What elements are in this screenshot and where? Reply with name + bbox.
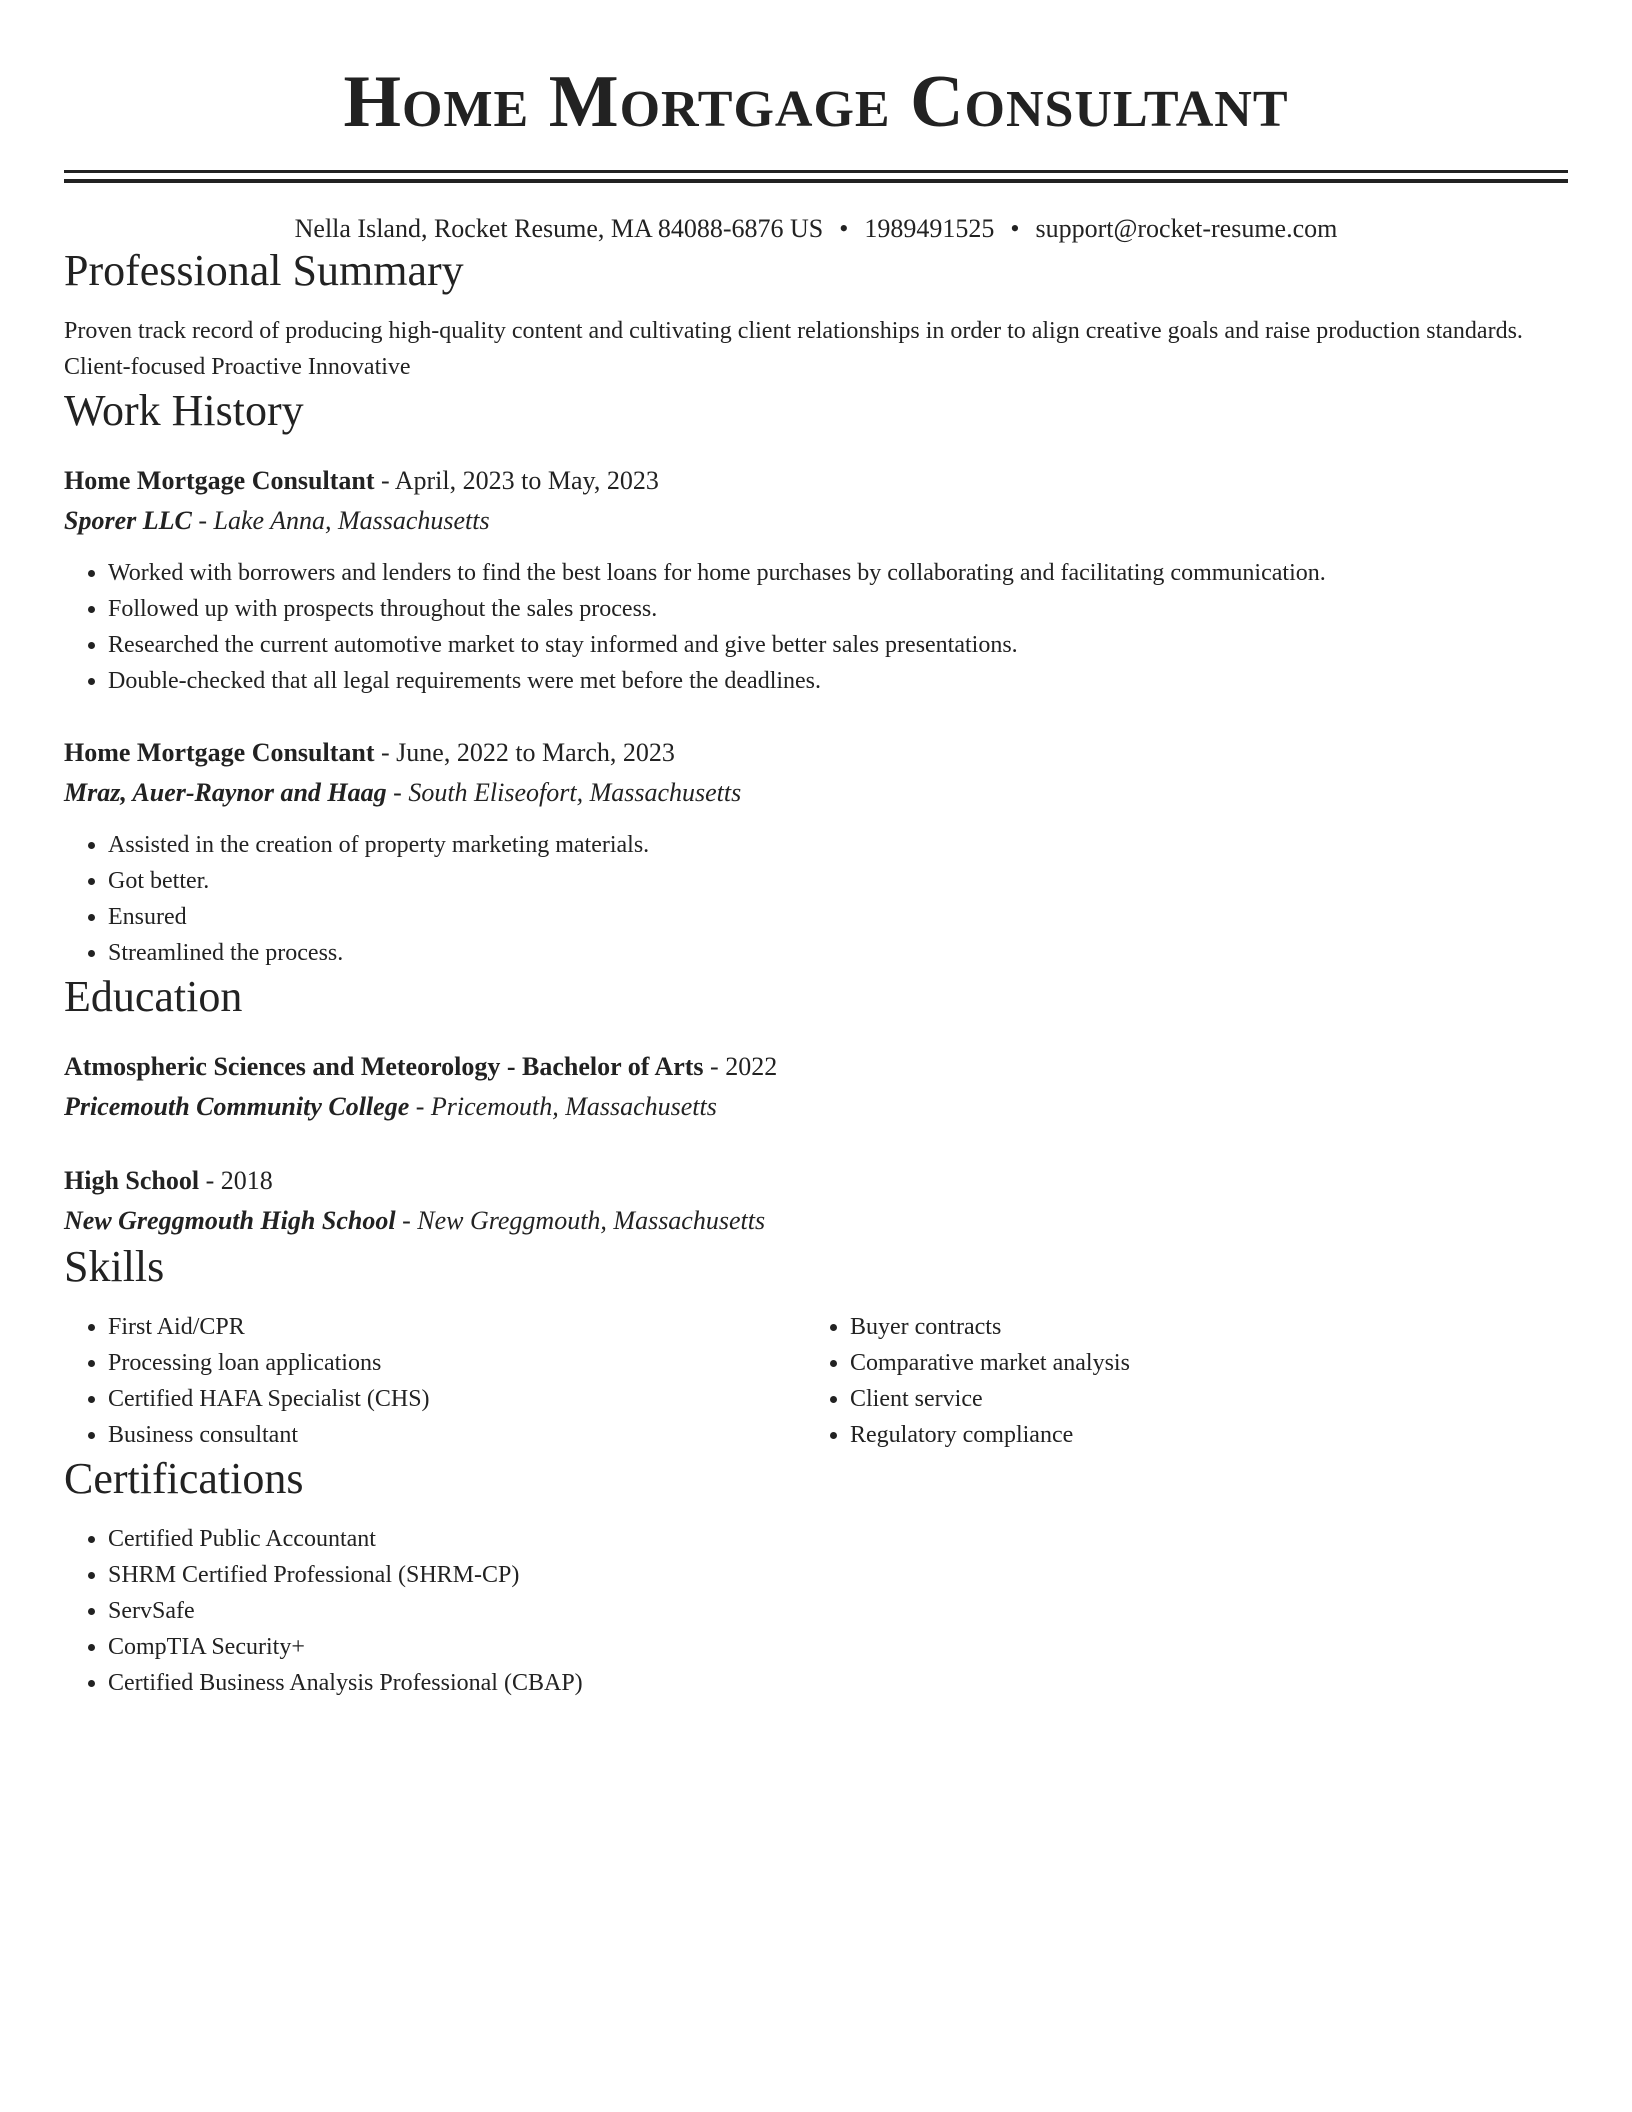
skills-list — [64, 1309, 806, 1453]
school-line — [64, 1087, 1568, 1127]
skills-list — [806, 1309, 1548, 1453]
certifications-list — [64, 1521, 1568, 1701]
skill-item: • First Aid/CPR — [108, 1309, 806, 1345]
job-title-line — [64, 461, 1568, 501]
job-bullets — [64, 555, 1568, 699]
skill-item: • Certified HAFA Specialist (CHS) — [108, 1381, 806, 1417]
school-name: New Greggmouth High School — [64, 1206, 396, 1235]
summary-text: Proven track record of producing high-quality content and cultivating client relationships in order to align creative goals and raise production standards. Client-focused Proactive Innovative — [64, 318, 1523, 380]
certification-item: • Certified Public Accountant — [108, 1521, 1568, 1557]
skills-column-left — [64, 1309, 806, 1453]
job-entry — [64, 461, 1568, 699]
graduation-year: - 2022 — [710, 1052, 778, 1081]
school-location: - Pricemouth, Massachusetts — [415, 1092, 717, 1121]
school-line — [64, 1201, 1568, 1241]
contact-line — [64, 213, 1568, 245]
contact-address: Nella Island, Rocket Resume, MA 84088-6876 US — [294, 214, 824, 243]
job-bullet: • Double-checked that all legal requirements were met before the deadlines. — [108, 663, 1568, 699]
skill-item: • Buyer contracts — [850, 1309, 1548, 1345]
contact-separator: • — [1010, 214, 1020, 243]
job-bullet: • Ensured — [108, 899, 1568, 935]
skills-column-right — [806, 1309, 1548, 1453]
job-bullet: • Assisted in the creation of property marketing materials. — [108, 827, 1568, 863]
degree: Atmospheric Sciences and Meteorology - Bachelor of Arts — [64, 1052, 704, 1081]
job-dates: - April, 2023 to May, 2023 — [381, 466, 659, 495]
resume-page — [64, 0, 1568, 1701]
job-company: Sporer LLC — [64, 506, 192, 535]
job-bullets — [64, 827, 1568, 971]
job-company: Mraz, Auer-Raynor and Haag — [64, 778, 387, 807]
skill-item: • Business consultant — [108, 1417, 806, 1453]
job-location: - South Eliseofort, Massachusetts — [393, 778, 742, 807]
education-entry — [64, 1161, 1568, 1241]
school-location: - New Greggmouth, Massachusetts — [402, 1206, 766, 1235]
job-company-line — [64, 501, 1568, 541]
skills-grid — [64, 1309, 1568, 1453]
job-location: - Lake Anna, Massachusetts — [198, 506, 490, 535]
skill-item: • Regulatory compliance — [850, 1417, 1548, 1453]
certification-item: • ServSafe — [108, 1593, 1568, 1629]
skills-heading: Skills — [64, 1242, 165, 1291]
education-entry — [64, 1047, 1568, 1127]
job-bullet: • Worked with borrowers and lenders to find the best loans for home purchases by collaborating and facilitating communication. — [108, 555, 1568, 591]
degree: High School — [64, 1166, 200, 1195]
skill-item: • Processing loan applications — [108, 1345, 806, 1381]
skill-item: • Comparative market analysis — [850, 1345, 1548, 1381]
job-title: Home Mortgage Consultant — [64, 466, 375, 495]
degree-line — [64, 1047, 1568, 1087]
certification-item: • CompTIA Security+ — [108, 1629, 1568, 1665]
certification-item: • SHRM Certified Professional (SHRM-CP) — [108, 1557, 1568, 1593]
title-divider — [64, 170, 1568, 183]
degree-line — [64, 1161, 1568, 1201]
school-name: Pricemouth Community College — [64, 1092, 410, 1121]
contact-phone: 1989491525 — [864, 214, 995, 243]
job-bullet: • Followed up with prospects throughout the sales process. — [108, 591, 1568, 627]
contact-email: support@rocket-resume.com — [1035, 214, 1338, 243]
job-bullet: • Researched the current automotive market to stay informed and give better sales presentations. — [108, 627, 1568, 663]
education-heading: Education — [64, 972, 243, 1021]
job-bullet: • Got better. — [108, 863, 1568, 899]
work-history-heading: Work History — [64, 386, 304, 435]
job-entry — [64, 733, 1568, 971]
job-bullet: • Streamlined the process. — [108, 935, 1568, 971]
job-title: Home Mortgage Consultant — [64, 738, 375, 767]
job-dates: - June, 2022 to March, 2023 — [381, 738, 675, 767]
summary-heading: Professional Summary — [64, 246, 464, 295]
job-title-line — [64, 733, 1568, 773]
certification-item: • Certified Business Analysis Professional (CBAP) — [108, 1665, 1568, 1701]
skill-item: • Client service — [850, 1381, 1548, 1417]
certifications-heading: Certifications — [64, 1454, 304, 1503]
resume-title: Home Mortgage Consultant — [343, 61, 1289, 143]
contact-separator: • — [839, 214, 849, 243]
graduation-year: - 2018 — [205, 1166, 273, 1195]
job-company-line — [64, 773, 1568, 813]
